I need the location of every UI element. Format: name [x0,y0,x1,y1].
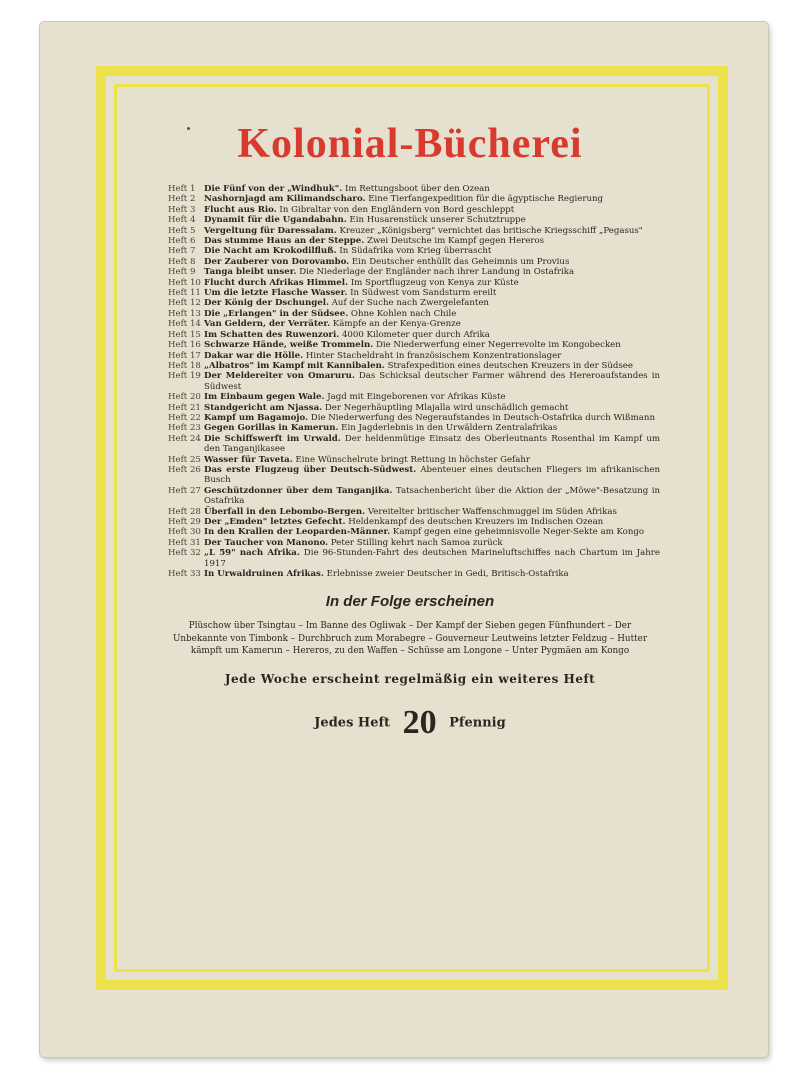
weekly-notice: Jede Woche erscheint regelmäßig ein weiteres Heft [224,671,596,686]
issue-title: Van Geldern, der Verräter. [204,319,331,330]
list-item [160,330,660,340]
issue-number: Heft 30 [168,527,201,538]
issue-title: Geschützdonner über dem Tanganjika. [204,485,393,496]
issue-description [204,507,660,517]
issue-subtitle: Tatsachenbericht über die Aktion der „Möwe"-Besatzung in Ostafrika [204,485,661,507]
series-title: Kolonial-Bücherei [237,121,583,167]
price-suffix: Pfennig [449,715,506,731]
issue-subtitle: Kämpfe an der Kenya-Grenze [330,319,461,330]
issue-title: Tanga bleibt unser. [204,267,297,278]
list-item [160,538,660,548]
upcoming-heading: In der Folge erscheinen [325,593,495,611]
issue-description [204,257,660,267]
list-item [160,246,660,256]
issue-title: Der Taucher von Manono. [204,537,329,548]
issue-number: Heft 25 [168,454,201,465]
issue-number: Heft 2 [168,194,196,205]
issue-title: Nashornjagd am Kilimandscharo. [204,194,366,205]
issue-title: Die Fünf von der „Windhuk". [204,184,343,194]
issue-number: Heft 12 [168,298,201,309]
issue-title: Die „Erlangen" in der Südsee. [204,308,349,319]
issue-description [204,361,660,371]
issue-number: Heft 23 [168,423,201,434]
issue-title: Schwarze Hände, weiße Trommeln. [204,340,374,351]
issue-description [204,319,660,329]
issue-number: Heft 31 [168,537,201,548]
issue-number: Heft 9 [168,267,196,278]
issue-description [204,434,660,455]
list-item [160,257,660,267]
issue-description [204,527,660,537]
issue-description [204,392,660,402]
issue-number: Heft 27 [168,485,201,496]
issue-subtitle: In Südwest vom Sandsturm ereilt [347,288,497,299]
issue-title: Der Zauberer von Dorovambo. [204,256,350,267]
issue-subtitle: Hinter Stacheldraht in französischem Konzentrationslager [303,350,562,361]
issue-description [204,517,660,527]
issue-subtitle: Eine Wünschelrute bringt Rettung in höchster Gefahr [292,454,531,465]
list-item [160,465,660,486]
list-item [160,184,660,194]
issue-title: Kampf um Bagamojo. [204,412,309,423]
list-item [160,309,660,319]
list-item [160,351,660,361]
issue-description [204,569,660,579]
issue-description [204,330,660,340]
issue-subtitle: Im Sportflugzeug von Kenya zur Küste [347,277,519,288]
price-value: 20 [402,703,437,741]
issue-subtitle: Ein Husarenstück unserer Schutztruppe [346,215,526,226]
issue-number: Heft 24 [168,433,201,444]
issue-subtitle: In Südafrika vom Krieg überrascht [336,246,492,257]
issue-title: In Urwaldruinen Afrikas. [204,569,324,580]
issue-title: Das erste Flugzeug über Deutsch-Südwest. [204,464,417,475]
issue-number: Heft 8 [168,256,196,267]
list-item [160,340,660,350]
issue-number: Heft 10 [168,277,201,288]
price-line [160,704,660,742]
issue-description [204,267,660,277]
issue-number: Heft 6 [168,236,196,247]
issue-subtitle: Peter Stilling kehrt nach Samoa zurück [328,537,503,548]
issue-number: Heft 13 [168,308,201,319]
issue-subtitle: Der heldenmütige Einsatz des Oberleutnants Rosenthal im Kampf um den Tanganjikasee [204,433,660,455]
issue-number: Heft 21 [168,402,201,413]
issue-description [204,298,660,308]
issue-description [204,226,660,236]
issue-title: Die Nacht am Krokodilfluß. [204,246,337,257]
issue-number: Heft 19 [168,371,201,382]
issue-subtitle: Strafexpedition eines deutschen Kreuzers in der Südsee [384,360,633,371]
issue-number: Heft 22 [168,412,201,423]
issue-subtitle: Erlebnisse zweier Deutscher in Gedi, Britisch-Ostafrika [323,569,569,580]
issue-number: Heft 1 [168,184,196,194]
issue-title: In den Krallen der Leoparden-Männer. [204,527,391,538]
issue-subtitle: Die Niederwerfung einer Negerrevolte im Kongobecken [373,340,621,351]
issue-description [204,455,660,465]
issue-description [204,246,660,256]
issue-number: Heft 18 [168,360,201,371]
issue-number: Heft 7 [168,246,196,257]
list-item [160,288,660,298]
issue-subtitle: Ohne Kohlen nach Chile [348,308,457,319]
issue-subtitle: Auf der Suche nach Zwergelefanten [328,298,489,309]
issue-title: Überfall in den Lebombo-Bergen. [204,506,366,517]
issue-title: Flucht durch Afrikas Himmel. [204,277,348,288]
list-item [160,403,660,413]
issue-number: Heft 15 [168,329,201,340]
list-item [160,548,660,569]
issue-subtitle: Die Niederwerfung des Negeraufstandes in Deutsch-Ostafrika durch Wißmann [308,412,655,423]
issue-description [204,184,660,194]
issue-title: Vergeltung für Daressalam. [204,225,337,236]
issue-title: Dynamit für die Ugandabahn. [204,215,347,226]
issue-subtitle: Im Rettungsboot über den Ozean [342,184,490,194]
issue-description [204,236,660,246]
issue-subtitle: Das Schicksal deutscher Farmer während des Hereroaufstandes in Südwest [204,371,660,392]
issue-description [204,423,660,433]
issue-number: Heft 17 [168,350,201,361]
list-item [160,319,660,329]
issue-description [204,340,660,350]
list-item [160,371,660,392]
issue-number: Heft 11 [168,288,201,299]
list-item [160,434,660,455]
list-item [160,278,660,288]
upcoming-titles: Plüschow über Tsingtau – Im Banne des Ogliwak – Der Kampf der Sieben gegen Fünfhundert – Der Unbekannte von Timbonk – Durchbruch zum Morabegre – Gouverneur Leutweins letzter Feldzug – Hutter kämpft um Kamerun – Hereros, zu den Waffen – Schüsse am Longone – Unter Pygmäen am Kongo [172,621,648,657]
issue-description [204,371,660,392]
issue-number: Heft 26 [168,464,201,475]
list-item [160,194,660,204]
issue-title: Der König der Dschungel. [204,298,329,309]
issue-title: Um die letzte Flasche Wasser. [204,288,348,299]
issue-description [204,548,660,569]
issue-title: Der „Emden" letztes Gefecht. [204,517,346,527]
booklet-list [160,184,660,579]
issue-number: Heft 29 [168,517,201,527]
issue-subtitle: Die Niederlage der Engländer nach ihrer Landung in Ostafrika [296,267,575,278]
list-item [160,569,660,579]
issue-number: Heft 14 [168,319,201,330]
cover-content [160,118,660,742]
issue-subtitle: Kampf gegen eine geheimnisvolle Neger-Sekte am Kongo [390,527,645,538]
issue-number: Heft 32 [168,548,201,559]
issue-number: Heft 5 [168,225,196,236]
issue-title: Der Meldereiter von Omaruru. [204,371,355,382]
list-item [160,205,660,215]
issue-title: Die Schiffswerft im Urwald. [204,433,341,444]
issue-description [204,486,660,507]
list-item [160,298,660,308]
list-item [160,267,660,277]
issue-subtitle: Ein Jagderlebnis in den Urwäldern Zentralafrikas [338,423,558,434]
list-item [160,486,660,507]
issue-title: Im Einbaum gegen Wale. [204,392,325,403]
issue-description [204,205,660,215]
issue-description [204,215,660,225]
issue-subtitle: Heldenkampf des deutschen Kreuzers im Indischen Ozean [345,517,604,527]
issue-number: Heft 20 [168,392,201,403]
issue-number: Heft 3 [168,204,196,215]
issue-description [204,194,660,204]
issue-description [204,413,660,423]
price-prefix: Jedes Heft [314,715,391,731]
issue-title: Gegen Gorillas in Kamerun. [204,423,339,434]
issue-description [204,309,660,319]
list-item [160,361,660,371]
issue-description [204,351,660,361]
issue-description [204,538,660,548]
list-item [160,527,660,537]
issue-description [204,278,660,288]
issue-description [204,403,660,413]
issue-subtitle: Abenteuer eines deutschen Fliegers im afrikanischen Busch [204,464,660,486]
issue-description [204,465,660,486]
issue-subtitle: Zwei Deutsche im Kampf gegen Hereros [364,236,545,247]
list-item [160,226,660,236]
list-item [160,517,660,527]
list-item [160,236,660,246]
list-item [160,413,660,423]
list-item [160,423,660,433]
issue-number: Heft 4 [168,215,196,226]
issue-subtitle: Kreuzer „Königsberg" vernichtet das britische Kriegsschiff „Pegasus" [336,225,643,236]
issue-subtitle: 4000 Kilometer quer durch Afrika [339,329,490,340]
issue-number: Heft 28 [168,506,201,517]
issue-title: „L 59" nach Afrika. [204,548,300,559]
issue-title: Standgericht am Njassa. [204,402,323,413]
list-item [160,392,660,402]
list-item [160,455,660,465]
list-item [160,215,660,225]
issue-title: Flucht aus Rio. [204,204,277,215]
issue-number: Heft 16 [168,340,201,351]
issue-number: Heft 33 [168,569,201,580]
issue-subtitle: Der Negerhäuptling Mlajalla wird unschädlich gemacht [322,402,569,413]
list-item [160,507,660,517]
issue-subtitle: In Gibraltar von den Engländern von Bord geschleppt [276,204,515,215]
issue-subtitle: Vereitelter britischer Waffenschmuggel im Süden Afrikas [365,506,617,517]
issue-description [204,288,660,298]
issue-subtitle: Ein Deutscher enthüllt das Geheimnis um Provius [349,256,570,267]
issue-subtitle: Die 96-Stunden-Fahrt des deutschen Marineluftschiffes nach Chartum im Jahre 1917 [204,548,660,569]
issue-title: Das stumme Haus an der Steppe. [204,236,365,247]
issue-subtitle: Eine Tierfangexpedition für die ägyptische Regierung [365,194,604,205]
issue-title: „Albatros" im Kampf mit Kannibalen. [204,360,385,371]
issue-title: Wasser für Taveta. [204,454,293,465]
issue-subtitle: Jagd mit Eingeborenen vor Afrikas Küste [324,392,506,403]
issue-title: Im Schatten des Ruwenzori. [204,329,340,340]
issue-title: Dakar war die Hölle. [204,350,304,361]
